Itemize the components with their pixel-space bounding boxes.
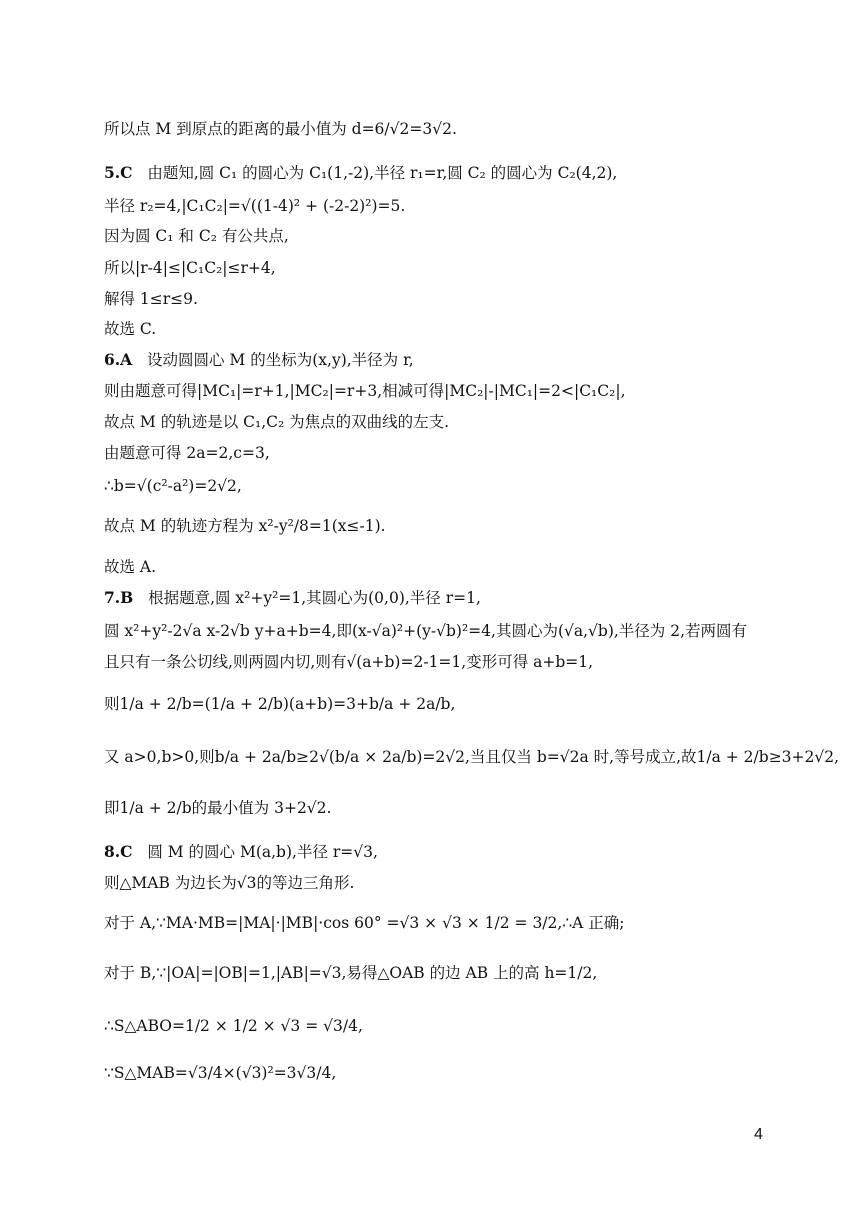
page-number: 4: [754, 1126, 763, 1143]
text-line: 故选 C.: [104, 320, 157, 338]
text-line: 7.B 根据题意,圆 x²+y²=1,其圆心为(0,0),半径 r=1,: [104, 588, 481, 607]
text-line: 由题意可得 2a=2,c=3,: [104, 444, 270, 462]
text-line: ∵S△MAB=√3/4×(√3)²=3√3/4,: [104, 1064, 337, 1082]
text-line: 则1/a + 2/b=(1/a + 2/b)(a+b)=3+b/a + 2a/b,: [104, 695, 456, 713]
text-line: 故点 M 的轨迹是以 C₁,C₂ 为焦点的双曲线的左支.: [104, 413, 450, 431]
text-line: 又 a>0,b>0,则b/a + 2a/b≥2√(b/a × 2a/b)=2√2,当且仅当 b=√2a 时,等号成立,故1/a + 2/b≥3+2√2,: [104, 748, 840, 766]
text-line: 则由题意可得|MC₁|=r+1,|MC₂|=r+3,相减可得|MC₂|-|MC₁|=2<|C₁C₂|,: [104, 382, 626, 400]
text-line: 故点 M 的轨迹方程为 x²-y²/8=1(x≤-1).: [104, 517, 386, 535]
text-line: 因为圆 C₁ 和 C₂ 有公共点,: [104, 227, 289, 245]
text-line: 且只有一条公切线,则两圆内切,则有√(a+b)=2-1=1,变形可得 a+b=1,: [104, 653, 594, 671]
text-line: 5.C 由题知,圆 C₁ 的圆心为 C₁(1,-2),半径 r₁=r,圆 C₂ 的圆心为 C₂(4,2),: [104, 163, 618, 182]
text-line: 对于 B,∵|OA|=|OB|=1,|AB|=√3,易得△OAB 的边 AB 上的高 h=1/2,: [104, 964, 598, 982]
text-line: 解得 1≤r≤9.: [104, 290, 198, 308]
text-line: 半径 r₂=4,|C₁C₂|=√((1-4)² + (-2-2)²)=5.: [104, 197, 406, 215]
text-line: 即1/a + 2/b的最小值为 3+2√2.: [104, 799, 332, 817]
text-line: ∴b=√(c²-a²)=2√2,: [104, 477, 242, 495]
text-line: 8.C 圆 M 的圆心 M(a,b),半径 r=√3,: [104, 842, 378, 861]
text-line: 对于 A,∵MA·MB=|MA|·|MB|·cos 60° =√3 × √3 × 1/2 = 3/2,∴A 正确;: [104, 914, 625, 932]
text-line: 所以|r-4|≤|C₁C₂|≤r+4,: [104, 259, 276, 277]
text-line: 圆 x²+y²-2√a x-2√b y+a+b=4,即(x-√a)²+(y-√b)²=4,其圆心为(√a,√b),半径为 2,若两圆有: [104, 622, 748, 640]
text-line: 6.A 设动圆圆心 M 的坐标为(x,y),半径为 r,: [104, 350, 414, 369]
text-line: 故选 A.: [104, 558, 157, 576]
text-line: ∴S△ABO=1/2 × 1/2 × √3 = √3/4,: [104, 1017, 363, 1035]
text-line: 所以点 M 到原点的距离的最小值为 d=6/√2=3√2.: [104, 120, 457, 138]
text-line: 则△MAB 为边长为√3的等边三角形.: [104, 874, 355, 892]
